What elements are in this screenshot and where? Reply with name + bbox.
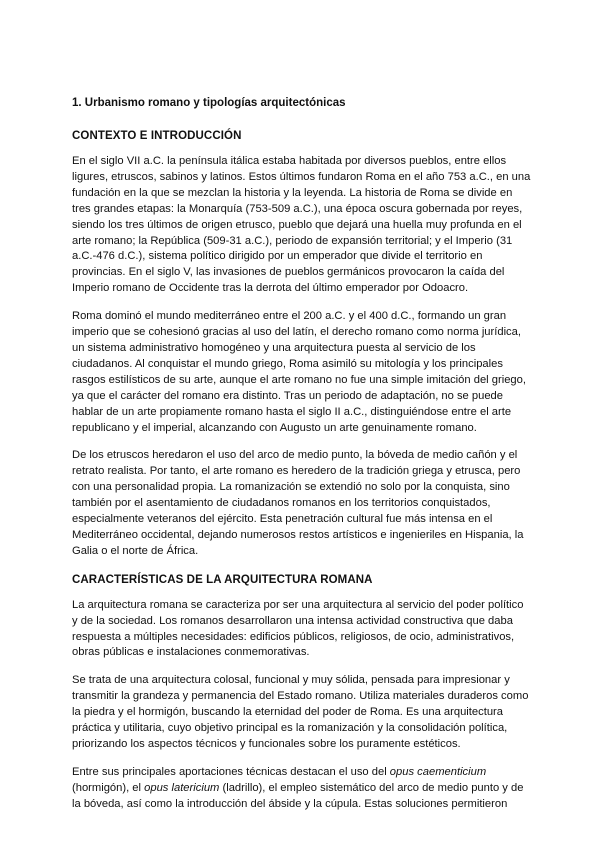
paragraph-3: De los etruscos heredaron el uso del arco de medio punto, la bóveda de medio cañón y el retrato realista. Por tanto, el arte romano es heredero de la tradición griega y etrusca, pero con una personalidad propia. La romanización se extendió no solo por la conquista, sino también por el asentamiento de ciudadanos romanos en los territorios conquistados, especialmente veteranos del ejército. Esta penetración cultural fue más intensa en el Mediterráneo occidental, dejando numerosos restos artísticos e ingenieriles en Hispania, la Galia o el norte de África.: [72, 449, 524, 557]
document-body: [72, 95, 532, 825]
paragraph-6: [72, 765, 532, 813]
section-title-caracteristicas: CARACTERÍSTICAS DE LA ARQUITECTURA ROMANA: [72, 573, 373, 586]
paragraph-6-text-a: Entre sus principales aportaciones técnicas destacan el uso del: [72, 765, 390, 778]
document-heading: 1. Urbanismo romano y tipologías arquitectónicas: [72, 97, 346, 109]
paragraph-4: La arquitectura romana se caracteriza por ser una arquitectura al servicio del poder político y de la sociedad. Los romanos desarrollaron una intensa actividad constructiva que daba respuesta a múltiples necesidades: edificios públicos, religiosos, de ocio, administrativos, obras públicas e instalaciones conmemorativas.: [72, 598, 524, 659]
paragraph-6-text-c: (ladrillo), el empleo sistemático del arco de medio punto y de la bóveda, así como la introducción del ábside y la cúpula. Estas soluciones permitieron: [72, 781, 524, 810]
paragraph-2: Roma dominó el mundo mediterráneo entre el 200 a.C. y el 400 d.C., formando un gran imperio que se cohesionó gracias al uso del latín, el derecho romano como norma jurídica, un sistema administrativo homogéneo y una arquitectura puesta al servicio de los ciudadanos. Al conquistar el mundo griego, Roma asimiló su mitología y los principales rasgos estilísticos de su arte, aunque el arte romano no fue una simple imitación del griego, ya que el carácter del romano era distinto. Tras un periodo de adaptación, no se puede hablar de un arte propiamente romano hasta el siglo II a.C., distinguiéndose entre el arte republicano y el imperial, alcanzando con Augusto un arte genuinamente romano.: [72, 310, 526, 434]
paragraph-5: Se trata de una arquitectura colosal, funcional y muy sólida, pensada para impresionar y transmitir la grandeza y permanencia del Estado romano. Utiliza materiales duraderos como la piedra y el hormigón, buscando la eternidad del poder de Roma. Es una arquitectura práctica y utilitaria, cuyo objetivo principal es la romanización y la consolidación política, priorizando los aspectos técnicos y funcionales sobre los puramente estéticos.: [72, 674, 529, 750]
section-title-contexto: CONTEXTO E INTRODUCCIÓN: [72, 130, 242, 142]
term-opus-caementicium: opus caementicium: [389, 765, 487, 778]
term-opus-latericium: opus latericium: [144, 781, 220, 794]
paragraph-1: En el siglo VII a.C. la península itálica estaba habitada por diversos pueblos, entre ellos ligures, etruscos, sabinos y latinos. Estos últimos fundaron Roma en el año 753 a.C., en una fundación en la que se mezclan la historia y la leyenda. La historia de Roma se divide en tres grandes etapas: la Monarquía (753-509 a.C.), una época oscura gobernada por reyes, siendo los tres últimos de origen etrusco, pueblo que dejará una huella muy profunda en el arte romano; la República (509-31 a.C.), periodo de expansión territorial; y el Imperio (31 a.C.-476 d.C.), sistema político dirigido por un emperador que divide el territorio en provincias. En el siglo V, las invasiones de pueblos germánicos provocaron la caída del Imperio romano de Occidente tras la derrota del último emperador por Odoacro.: [72, 155, 531, 295]
paragraph-6-text-b: (hormigón), el: [72, 781, 145, 794]
